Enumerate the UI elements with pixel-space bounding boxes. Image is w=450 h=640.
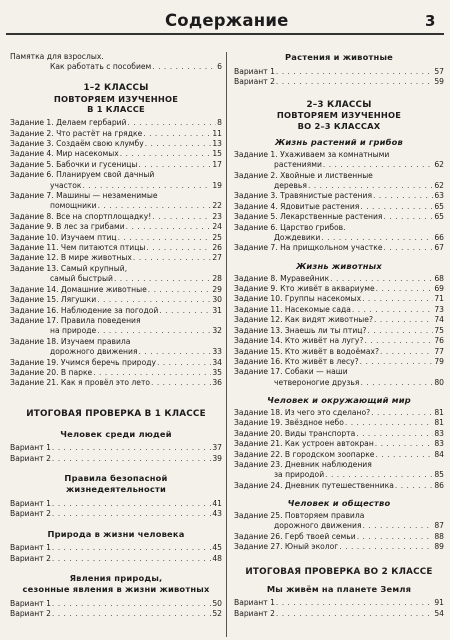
entry-title: Задание 9. Кто живёт в аквариуме xyxy=(234,284,375,294)
toc-entry xyxy=(10,543,222,553)
entry-page: 85 xyxy=(434,470,444,480)
toc-entry xyxy=(10,118,222,128)
toc-entry xyxy=(10,149,222,159)
toc-entry xyxy=(10,443,222,453)
entry-page: 62 xyxy=(434,160,444,170)
entry-title: Вариант 2 xyxy=(234,77,275,87)
entry-page: 36 xyxy=(212,378,222,388)
dot-leader xyxy=(159,306,211,316)
entry-page: 77 xyxy=(434,346,444,356)
entry-page: 79 xyxy=(434,356,444,366)
toc-entry xyxy=(234,77,444,87)
dot-leader xyxy=(360,202,433,212)
entry-title: Задание 17. Правила поведения xyxy=(10,315,141,325)
topic-heading: Жизнь животных xyxy=(296,260,382,271)
entry-page: 41 xyxy=(212,498,222,508)
group-heading: Человек среди людей xyxy=(60,428,172,439)
entry-title: Задание 27. Юный эколог xyxy=(234,542,339,552)
dot-leader xyxy=(128,118,217,128)
toc-entry xyxy=(10,316,222,326)
entry-title: Задание 6. Планируем свой дачный xyxy=(10,170,155,180)
toc-entry xyxy=(10,253,222,263)
entry-title: Задание 20. Виды транспорта xyxy=(234,428,356,438)
entry-title: Задание 22. В городском зоопарке xyxy=(234,449,375,459)
entry-page: 54 xyxy=(434,608,444,618)
group-heading: сезонные явления в жизни животных xyxy=(22,583,210,594)
group-heading: Правила безопасной xyxy=(64,473,168,484)
toc-entry xyxy=(10,554,222,564)
entry-page: 11 xyxy=(212,128,222,138)
entry-page: 81 xyxy=(434,418,444,428)
entry-title: Задание 21. Как устроен автокран xyxy=(234,439,374,449)
review-subheading: ВО 2–3 КЛАССАХ xyxy=(297,121,381,132)
entry-title: помощники xyxy=(50,201,97,211)
dot-leader xyxy=(52,543,211,553)
toc-entry xyxy=(10,264,222,274)
entry-page: 59 xyxy=(434,77,444,87)
toc-entry xyxy=(10,222,222,232)
entry-page: 68 xyxy=(434,273,444,283)
dot-leader xyxy=(118,233,212,243)
entry-title: Задание 2. Что растёт на грядке xyxy=(10,128,143,138)
toc-entry xyxy=(234,212,444,222)
entry-page: 66 xyxy=(434,233,444,243)
toc-entry xyxy=(234,598,444,608)
entry-title: Задание 14. Домашние животные xyxy=(10,284,147,294)
entry-page: 65 xyxy=(434,201,444,211)
entry-title: Задание 6. Царство грибов. xyxy=(234,222,346,232)
toc-entry xyxy=(234,418,444,428)
entry-page: 43 xyxy=(212,509,222,519)
dot-leader xyxy=(276,609,433,619)
dot-leader xyxy=(375,439,434,449)
toc-entry xyxy=(234,481,444,491)
dot-leader xyxy=(52,443,211,453)
class-heading: 1–2 КЛАССЫ xyxy=(83,82,149,93)
entry-page: 52 xyxy=(212,609,222,619)
dot-leader xyxy=(360,357,434,367)
header-rule xyxy=(6,33,444,35)
entry-page: 89 xyxy=(434,542,444,552)
entry-title: Задание 9. В лес за грибами xyxy=(10,222,125,232)
entry-title: Задание 16. Кто живёт в лесу? xyxy=(234,356,359,366)
entry-page: 6 xyxy=(217,62,222,72)
dot-leader xyxy=(276,598,433,608)
entry-page: 22 xyxy=(212,201,222,211)
toc-entry xyxy=(234,347,444,357)
entry-title: самый быстрый xyxy=(50,274,113,284)
entry-page: 91 xyxy=(434,598,444,608)
entry-title: Вариант 1 xyxy=(10,598,51,608)
dot-leader xyxy=(152,212,211,222)
entry-title: Задание 5. Бабочки и гусеницы xyxy=(10,159,138,169)
dot-leader xyxy=(345,418,433,428)
entry-title: Задание 1. Ухаживаем за комнатными xyxy=(234,149,390,159)
toc-entry xyxy=(10,368,222,378)
toc-entry xyxy=(10,129,222,139)
toc-entry xyxy=(234,408,444,418)
entry-page: 83 xyxy=(434,439,444,449)
group-heading: Природа в жизни человека xyxy=(47,528,185,539)
final-check-heading: ИТОГОВАЯ ПРОВЕРКА ВО 2 КЛАССЕ xyxy=(245,566,433,577)
entry-page: 87 xyxy=(434,521,444,531)
entry-page: 23 xyxy=(212,211,222,221)
toc-entry xyxy=(234,284,444,294)
dot-leader xyxy=(139,347,212,357)
dot-leader xyxy=(276,67,433,77)
toc-entry xyxy=(234,160,444,170)
entry-title: Вариант 2 xyxy=(10,609,51,619)
dot-leader xyxy=(52,599,211,609)
entry-page: 73 xyxy=(434,304,444,314)
entry-page: 25 xyxy=(212,232,222,242)
entry-page: 19 xyxy=(212,180,222,190)
toc-entry xyxy=(10,295,222,305)
dot-leader xyxy=(146,243,211,253)
entry-title: Задание 15. Кто живёт в водоёмах? xyxy=(234,346,380,356)
dot-leader xyxy=(330,274,433,284)
entry-title: Задание 17. Собаки — наши xyxy=(234,367,348,377)
toc-entry xyxy=(10,337,222,347)
entry-title: Задание 7. Машины — незаменимые xyxy=(10,191,158,201)
dot-leader xyxy=(145,139,212,149)
entry-title: Задание 23. Дневник наблюдения xyxy=(234,459,372,469)
entry-title: Вариант 2 xyxy=(234,608,275,618)
toc-entry xyxy=(234,294,444,304)
dot-leader xyxy=(375,450,433,460)
dot-leader xyxy=(374,315,433,325)
toc-entry xyxy=(234,305,444,315)
entry-title: Вариант 2 xyxy=(10,553,51,563)
toc-entry xyxy=(234,315,444,325)
entry-title: Дождевики xyxy=(274,233,321,243)
toc-entry xyxy=(10,170,222,180)
group-heading: Мы живём на планете Земля xyxy=(266,584,412,595)
entry-page: 84 xyxy=(434,449,444,459)
entry-title: Задание 11. Чем питаются птицы xyxy=(10,243,146,253)
dot-leader xyxy=(360,378,433,388)
toc-entry xyxy=(234,274,444,284)
entry-page: 80 xyxy=(434,377,444,387)
dot-leader xyxy=(126,222,212,232)
toc-entry xyxy=(10,160,222,170)
dot-leader xyxy=(120,149,212,159)
entry-page: 35 xyxy=(212,367,222,377)
dot-leader xyxy=(97,295,211,305)
entry-page: 15 xyxy=(212,149,222,159)
page-header xyxy=(0,0,450,36)
toc-entry xyxy=(234,521,444,531)
entry-title: растениями xyxy=(274,160,322,170)
dot-leader xyxy=(151,378,211,388)
toc-entry xyxy=(10,326,222,336)
entry-page: 27 xyxy=(212,253,222,263)
entry-title: Задание 21. Как я провёл это лето xyxy=(10,378,151,388)
entry-title: Задание 25. Повторяем правила xyxy=(234,510,365,520)
dot-leader xyxy=(114,274,211,284)
toc-entry xyxy=(10,599,222,609)
entry-title: за природой xyxy=(274,470,325,480)
dot-leader xyxy=(352,305,433,315)
entry-title: Задание 26. Герб твоей семьи xyxy=(234,531,356,541)
entry-title: четвероногие друзья xyxy=(274,377,360,387)
toc-entry xyxy=(234,450,444,460)
entry-title: Задание 10. Изучаем птиц xyxy=(10,232,117,242)
entry-title: Задание 18. Изучаем правила xyxy=(10,336,131,346)
entry-page: 67 xyxy=(434,243,444,253)
entry-page: 63 xyxy=(434,191,444,201)
final-check-heading: ИТОГОВАЯ ПРОВЕРКА В 1 КЛАССЕ xyxy=(26,408,206,419)
topic-heading: Жизнь растений и грибов xyxy=(275,137,403,147)
dot-leader xyxy=(383,212,433,222)
topic-heading: Человек и окружающий мир xyxy=(267,395,411,406)
toc-entry xyxy=(234,181,444,191)
entry-title: Задание 8. Муравейник xyxy=(234,273,330,283)
entry-title: Задание 16. Наблюдение за погодой xyxy=(10,305,159,315)
dot-leader xyxy=(143,129,211,139)
entry-page: 50 xyxy=(212,598,222,608)
toc-entry xyxy=(10,243,222,253)
entry-page: 39 xyxy=(212,453,222,463)
dot-leader xyxy=(97,326,211,336)
entry-title: Задание 10. Группы насекомых xyxy=(234,294,362,304)
entry-page: 86 xyxy=(434,480,444,490)
entry-page: 48 xyxy=(212,553,222,563)
entry-title: Как работать с пособием xyxy=(50,62,152,72)
entry-title: Задание 15. Лягушки xyxy=(10,295,97,305)
entry-title: участок xyxy=(50,180,82,190)
dot-leader xyxy=(376,284,434,294)
entry-title: дорожного движения xyxy=(50,347,138,357)
toc-entry xyxy=(234,233,444,243)
entry-title: Задание 8. Все на спортплощадку! xyxy=(10,211,152,221)
entry-page: 62 xyxy=(434,181,444,191)
toc-entry xyxy=(234,202,444,212)
entry-page: 76 xyxy=(434,336,444,346)
toc-entry xyxy=(10,233,222,243)
dot-leader xyxy=(157,358,211,368)
toc-entry xyxy=(234,357,444,367)
dot-leader xyxy=(308,181,433,191)
entry-page: 34 xyxy=(212,357,222,367)
dot-leader xyxy=(325,470,433,480)
entry-title: Задание 12. В мире животных xyxy=(10,253,132,263)
entry-title: Памятка для взрослых. xyxy=(10,52,104,61)
toc-entry xyxy=(10,499,222,509)
entry-title: Задание 2. Хвойные и лиственные xyxy=(234,170,373,180)
entry-title: Задание 13. Знаешь ли ты птиц? xyxy=(234,325,367,335)
toc-entry xyxy=(10,62,222,72)
dot-leader xyxy=(133,253,211,263)
right-column xyxy=(234,52,444,640)
entry-title: Задание 20. В парке xyxy=(10,367,93,377)
toc-entry xyxy=(10,139,222,149)
dot-leader xyxy=(356,429,433,439)
dot-leader xyxy=(395,481,433,491)
topic-heading: Человек и общество xyxy=(287,498,391,509)
dot-leader xyxy=(357,532,434,542)
dot-leader xyxy=(373,191,433,201)
entry-title: Вариант 1 xyxy=(10,498,51,508)
toc-entry xyxy=(234,336,444,346)
entry-page: 74 xyxy=(434,315,444,325)
entry-title: Задание 3. Создаём свою клумбу xyxy=(10,139,144,149)
toc-entry xyxy=(10,274,222,284)
toc-entry xyxy=(234,429,444,439)
toc-entry xyxy=(234,243,444,253)
dot-leader xyxy=(93,368,211,378)
entry-title: деревья xyxy=(274,181,307,191)
toc-entry xyxy=(10,454,222,464)
dot-leader xyxy=(82,181,211,191)
group-heading: Растения и животные xyxy=(285,52,393,62)
toc-entry xyxy=(10,358,222,368)
entry-page: 17 xyxy=(212,159,222,169)
toc-entry xyxy=(234,439,444,449)
entry-title: Задание 5. Лекарственные растения xyxy=(234,212,383,222)
entry-title: на природе xyxy=(50,326,97,336)
entry-title: Вариант 2 xyxy=(10,509,51,519)
dot-leader xyxy=(98,201,212,211)
toc-entry xyxy=(234,511,444,521)
dot-leader xyxy=(152,62,216,72)
review-subheading: В 1 КЛАССЕ xyxy=(87,104,145,115)
dot-leader xyxy=(339,542,433,552)
dot-leader xyxy=(138,160,211,170)
entry-title: Задание 18. Из чего это сделано? xyxy=(234,407,371,417)
toc-entry xyxy=(10,378,222,388)
toc-entry xyxy=(234,150,444,160)
entry-title: Задание 3. Травянистые растения xyxy=(234,191,373,201)
toc-entry xyxy=(10,609,222,619)
entry-title: Задание 13. Самый крупный, xyxy=(10,263,128,273)
toc-entry xyxy=(234,367,444,377)
entry-page: 30 xyxy=(212,295,222,305)
entry-page: 33 xyxy=(212,347,222,357)
entry-title: Вариант 1 xyxy=(10,543,51,553)
entry-title: Задание 4. Ядовитые растения xyxy=(234,201,360,211)
dot-leader xyxy=(362,294,433,304)
toc-entry xyxy=(234,67,444,77)
dot-leader xyxy=(321,233,433,243)
toc-entry xyxy=(10,347,222,357)
entry-title: дорожного движения xyxy=(274,521,362,531)
dot-leader xyxy=(371,408,433,418)
toc-entry xyxy=(234,470,444,480)
toc-entry xyxy=(10,509,222,519)
entry-page: 83 xyxy=(434,428,444,438)
toc-entry xyxy=(10,191,222,201)
class-heading: 2–3 КЛАССЫ xyxy=(306,99,372,110)
dot-leader xyxy=(367,326,433,336)
dot-leader xyxy=(363,521,434,531)
entry-title: Задание 12. Как видят животные? xyxy=(234,315,373,325)
entry-page: 45 xyxy=(212,543,222,553)
dot-leader xyxy=(52,454,211,464)
entry-title: Задание 4. Мир насекомых xyxy=(10,149,119,159)
entry-title: Вариант 1 xyxy=(234,598,275,608)
dot-leader xyxy=(364,336,433,346)
toc-entry xyxy=(234,191,444,201)
entry-page: 28 xyxy=(212,274,222,284)
entry-title: Задание 24. Дневник путешественника xyxy=(234,480,394,490)
entry-page: 88 xyxy=(434,531,444,541)
entry-page: 31 xyxy=(212,305,222,315)
toc-entry xyxy=(10,52,222,62)
toc-entry xyxy=(234,460,444,470)
entry-page: 32 xyxy=(212,326,222,336)
entry-title: Вариант 1 xyxy=(234,66,275,76)
entry-title: Вариант 2 xyxy=(10,453,51,463)
dot-leader xyxy=(52,554,211,564)
toc-entry xyxy=(10,181,222,191)
dot-leader xyxy=(384,243,434,253)
toc-entry xyxy=(234,378,444,388)
dot-leader xyxy=(52,509,211,519)
review-heading: ПОВТОРЯЕМ ИЗУЧЕННОЕ xyxy=(276,110,402,121)
entry-page: 29 xyxy=(212,284,222,294)
entry-page: 81 xyxy=(434,407,444,417)
dot-leader xyxy=(52,609,211,619)
toc-entry xyxy=(234,223,444,233)
entry-page: 37 xyxy=(212,443,222,453)
toc-entry xyxy=(10,306,222,316)
entry-title: Задание 7. На прищкольном участке xyxy=(234,243,383,253)
entry-title: Задание 19. Учимся беречь природу xyxy=(10,357,156,367)
entry-page: 24 xyxy=(212,222,222,232)
entry-page: 71 xyxy=(434,294,444,304)
entry-title: Задание 11. Насекомые сада xyxy=(234,304,351,314)
review-heading: ПОВТОРЯЕМ ИЗУЧЕННОЕ xyxy=(53,93,179,104)
toc-entry xyxy=(234,532,444,542)
entry-page: 69 xyxy=(434,284,444,294)
entry-page: 13 xyxy=(212,139,222,149)
entry-title: Задание 19. Звёздное небо xyxy=(234,418,344,428)
page-title: Содержание xyxy=(165,11,289,30)
entry-page: 75 xyxy=(434,325,444,335)
entry-page: 8 xyxy=(217,118,222,128)
toc-entry xyxy=(234,542,444,552)
entry-page: 57 xyxy=(434,66,444,76)
dot-leader xyxy=(380,347,433,357)
toc-entry xyxy=(234,609,444,619)
group-heading: жизнедеятельности xyxy=(65,483,167,494)
dot-leader xyxy=(148,285,212,295)
group-heading: Явления природы, xyxy=(69,573,163,584)
toc-entry xyxy=(234,171,444,181)
toc-entry xyxy=(10,212,222,222)
entry-page: 26 xyxy=(212,243,222,253)
toc-entry xyxy=(10,201,222,211)
dot-leader xyxy=(323,160,433,170)
entry-page: 65 xyxy=(434,212,444,222)
dot-leader xyxy=(276,77,433,87)
entry-title: Задание 1. Делаем гербарий xyxy=(10,118,127,128)
toc-entry xyxy=(234,326,444,336)
entry-title: Вариант 1 xyxy=(10,443,51,453)
column-divider xyxy=(226,52,227,637)
dot-leader xyxy=(52,499,211,509)
toc-entry xyxy=(10,285,222,295)
page-number: 3 xyxy=(425,12,436,30)
entry-title: Задание 14. Кто живёт на лугу? xyxy=(234,336,364,346)
left-column xyxy=(10,52,222,640)
